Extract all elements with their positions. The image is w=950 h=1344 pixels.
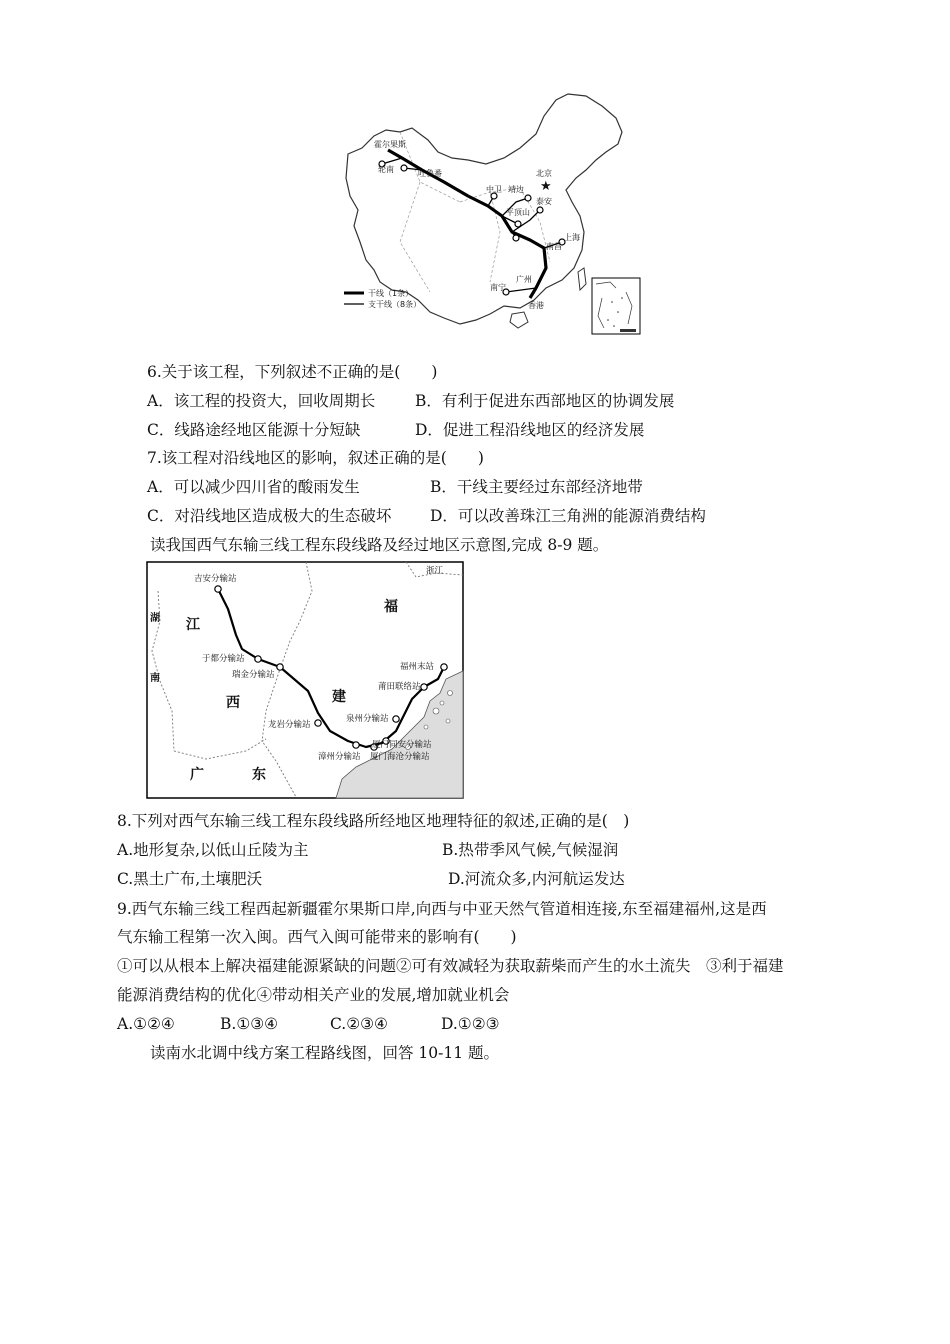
- q6-option-d: D．促进工程沿线地区的经济发展: [415, 421, 645, 439]
- label-xianggang: 香港: [528, 301, 544, 310]
- q8-stem: 8.下列对西气东输三线工程东段线路所经地区地理特征的叙述,正确的是( ): [117, 812, 630, 830]
- label-zhangzhou-station: 漳州分输站: [318, 752, 361, 762]
- label-jingbian: 靖边: [508, 185, 524, 194]
- q6-option-a: A．该工程的投资大，回收周期长: [147, 392, 376, 410]
- taiwan-island: [578, 268, 586, 290]
- region-dong: 东: [252, 767, 266, 783]
- q9-option-b: B.①③④: [220, 1015, 279, 1033]
- label-tulufan: 吐鲁番: [418, 169, 442, 178]
- label-huoerguosi: 霍尔果斯: [374, 140, 406, 149]
- region-fu: 福: [384, 599, 398, 615]
- hainan-island: [510, 312, 528, 328]
- china-pipeline-map: [340, 92, 660, 342]
- label-beijing: 北京: [536, 169, 552, 178]
- region-hu: 湖: [150, 613, 160, 624]
- label-fuzhou-station: 福州末站: [400, 662, 435, 672]
- q7-option-d: D．可以改善珠江三角洲的能源消费结构: [430, 507, 706, 525]
- label-longyan-station: 龙岩分输站: [268, 720, 311, 730]
- east-section-map: [146, 561, 464, 799]
- region-zhejiang: 浙江: [426, 566, 444, 576]
- q9-statements-line1: ①可以从根本上解决福建能源紧缺的问题②可有效减轻为获取薪柴而产生的水土流失 ③利于福建: [117, 957, 784, 975]
- label-pingdingshan: 平顶山: [506, 208, 530, 217]
- legend-branch-label: 支干线（8条）: [368, 300, 422, 309]
- label-shanghai: 上海: [564, 233, 580, 242]
- label-zhongwei: 中卫: [486, 185, 502, 194]
- q7-option-a: A．可以减少四川省的酸雨发生: [147, 478, 360, 496]
- q7-stem: 7.该工程对沿线地区的影响，叙述正确的是( ): [147, 449, 484, 467]
- q9-option-c: C.②③④: [330, 1015, 388, 1033]
- south-china-sea-inset: [592, 278, 640, 334]
- label-guangzhou: 广州: [516, 275, 532, 284]
- q9-stem-line1: 9.西气东输三线工程西起新疆霍尔果斯口岸,向西与中亚天然气管道相连接,东至福建福州,这是西: [117, 900, 767, 918]
- label-xiamen-haicang-station: 厦门海沧分输站: [370, 752, 430, 762]
- label-putian-station: 莆田联络站: [378, 682, 421, 692]
- q9-stem-line2: 气东输工程第一次入闽。西气入闽可能带来的影响有( ): [117, 928, 517, 946]
- q8-option-d: D.河流众多,内河航运发达: [448, 870, 625, 888]
- beijing-star-icon: ★: [540, 179, 552, 194]
- q8-option-a: A.地形复杂,以低山丘陵为主: [117, 841, 309, 859]
- q7-option-b: B．干线主要经过东部经济地带: [430, 478, 643, 496]
- label-jian-station: 吉安分输站: [194, 574, 237, 584]
- q8-option-c: C.黑土广布,土壤肥沃: [117, 870, 263, 888]
- region-guang: 广: [190, 767, 204, 783]
- q9-option-a: A.①②④: [117, 1015, 175, 1033]
- label-nanning: 南宁: [490, 283, 506, 292]
- inset-scale-bar: [620, 329, 636, 332]
- region-jiang: 江: [186, 617, 200, 633]
- q6-option-b: B．有利于促进东西部地区的协调发展: [415, 392, 675, 410]
- q9-statements-line2: 能源消费结构的优化④带动相关产业的发展,增加就业机会: [117, 986, 510, 1004]
- q8-option-b: B.热带季风气候,气候湿润: [442, 841, 619, 859]
- label-quanzhou-station: 泉州分输站: [346, 714, 389, 724]
- q9-option-d: D.①②③: [441, 1015, 500, 1033]
- q6-option-c: C．线路途经地区能源十分短缺: [147, 421, 361, 439]
- region-xi: 西: [226, 695, 240, 711]
- q6-stem: 6.关于该工程，下列叙述不正确的是( ): [147, 363, 438, 381]
- label-xiamen-tongan-station: 厦门同安分输站: [372, 740, 432, 750]
- region-jian: 建: [332, 689, 346, 705]
- region-nan: 南: [150, 673, 160, 684]
- intro-q8-9: 读我国西气东输三线工程东段线路及经过地区示意图,完成 8-9 题。: [150, 536, 609, 554]
- label-nanchang: 南昌: [546, 242, 562, 251]
- intro-q10-11: 读南水北调中线方案工程路线图，回答 10-11 题。: [150, 1044, 500, 1062]
- label-lunnan: 轮南: [378, 165, 394, 174]
- label-taian: 泰安: [536, 197, 552, 206]
- q7-option-c: C．对沿线地区造成极大的生态破坏: [147, 507, 392, 525]
- label-ruijin-station: 瑞金分输站: [232, 670, 275, 680]
- label-yudu-station: 于都分输站: [202, 654, 245, 664]
- legend-main-label: 干线（1条）: [368, 289, 414, 298]
